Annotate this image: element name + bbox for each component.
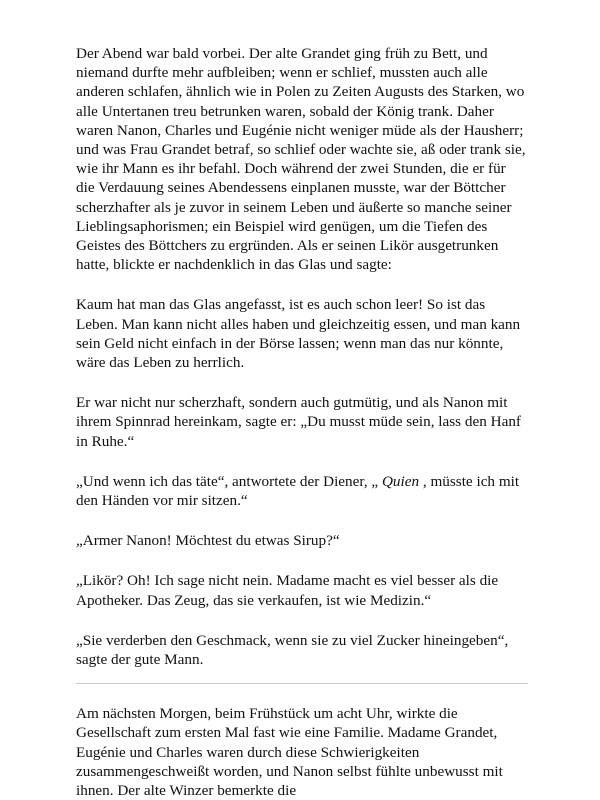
paragraph-liqueur: „Likör? Oh! Ich sage nicht nein. Madame macht es viel besser als die Apotheker. Das Zeug, das sie verkaufen, ist wie Medizin.“ bbox=[76, 572, 499, 609]
quien-italic: Quien bbox=[381, 472, 420, 490]
paragraph-sugar: „Sie verderben den Geschmack, wenn sie zu viel Zucker hineingeben“, sagte der gute Mann. bbox=[76, 631, 509, 669]
quien-after: , müsste ich mit den Händen vor mir sitzen.“ bbox=[76, 472, 520, 510]
document-page bbox=[76, 44, 528, 800]
paragraph-syrup: „Armer Nanon! Möchtest du etwas Sirup?“ bbox=[76, 532, 340, 550]
section-divider bbox=[76, 683, 528, 684]
quien-before: „Und wenn ich das täte“, antwortete der Diener, „ bbox=[76, 472, 382, 490]
paragraph-glass-quote: Kaum hat man das Glas angefasst, ist es auch schon leer! So ist das Leben. Man kann nicht alles haben und gleichzeitig essen, und man kann sein Geld nicht einfach in der Börse lassen; wenn man das nur könnte, wäre das Leben zu herrlich. bbox=[76, 296, 521, 372]
paragraph-next-morning: Am nächsten Morgen, beim Frühstück um acht Uhr, wirkte die Gesellschaft zum ersten Mal fast wie eine Familie. Madame Grandet, Eugénie und Charles waren durch diese Schwierigkeiten zusammengeschweißt worden, und Nanon selbst fühlte unbewusst mit ihnen. Der alte Winzer bemerkte die bbox=[76, 705, 503, 800]
paragraph-evening: Der Abend war bald vorbei. Der alte Grandet ging früh zu Bett, und niemand durfte mehr aufbleiben; wenn er schlief, mussten auch alle anderen schlafen, ähnlich wie in Polen zu Zeiten Augusts des Starken, wo alle Untertanen treu betrunken waren, sobald der König trank. Daher waren Nanon, Charles und Eugénie nicht weniger müde als der Hausherr; und was Frau Grandet betraf, so schlief oder wachte sie, aß oder trank sie, wie ihr Mann es ihr befahl. Doch während der zwei Stunden, die er für die Verdauung seines Abendessens einplanen musste, war der Böttcher scherzhafter als je zuvor in seinem Leben und äußerte so manche seiner Lieblingsaphorismen; ein Beispiel wird genügen, um die Tiefen des Geistes des Böttchers zu ergründen. Als er seinen Likör ausgetrunken hatte, blickte er nachdenklich in das Glas und sagte: bbox=[76, 45, 526, 274]
paragraph-spinning-wheel: Er war nicht nur scherzhaft, sondern auch gutmütig, und als Nanon mit ihrem Spinnrad hereinkam, sagte er: „Du musst müde sein, lass den Hanf in Ruhe.“ bbox=[76, 394, 521, 450]
paragraph-quien bbox=[76, 472, 528, 510]
